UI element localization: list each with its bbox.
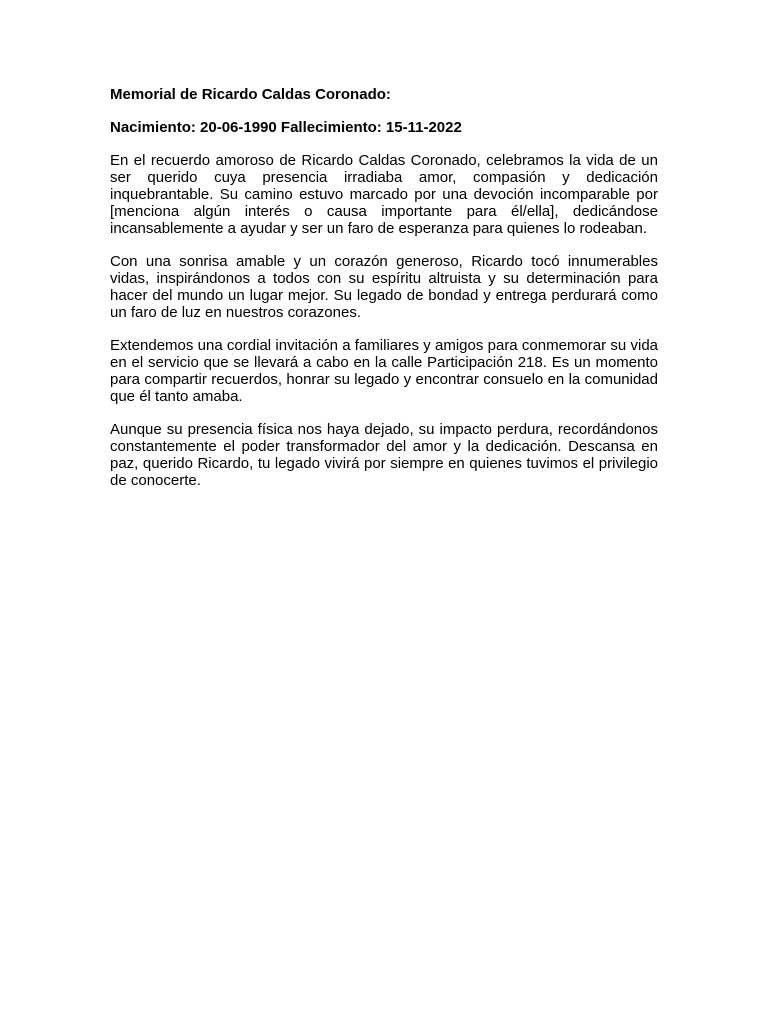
document-page [110,86,658,489]
paragraph-4: Aunque su presencia física nos haya dejado, su impacto perdura, recordándonos constantemente el poder transformador del amor y la dedicación. Descansa en paz, querido Ricardo, tu legado vivirá por siempre en quienes tuvimos el privilegio de conocerte. [110,421,658,489]
paragraph-3: Extendemos una cordial invitación a familiares y amigos para conmemorar su vida en el servicio que se llevará a cabo en la calle Participación 218. Es un momento para compartir recuerdos, honrar su legado y encontrar consuelo en la comunidad que él tanto amaba. [110,337,658,405]
paragraph-1: En el recuerdo amoroso de Ricardo Caldas Coronado, celebramos la vida de un ser querido cuya presencia irradiaba amor, compasión y dedicación inquebrantable. Su camino estuvo marcado por una devoción incomparable por [menciona algún interés o causa importante para él/ella], dedicándose incansablemente a ayudar y ser un faro de esperanza para quienes lo rodeaban. [110,152,658,237]
document-title: Memorial de Ricardo Caldas Coronado: [110,86,391,103]
paragraph-2: Con una sonrisa amable y un corazón generoso, Ricardo tocó innumerables vidas, inspirándonos a todos con su espíritu altruista y su determinación para hacer del mundo un lugar mejor. Su legado de bondad y entrega perdurará como un faro de luz en nuestros corazones. [110,253,658,321]
document-dates: Nacimiento: 20-06-1990 Fallecimiento: 15-11-2022 [110,119,462,136]
